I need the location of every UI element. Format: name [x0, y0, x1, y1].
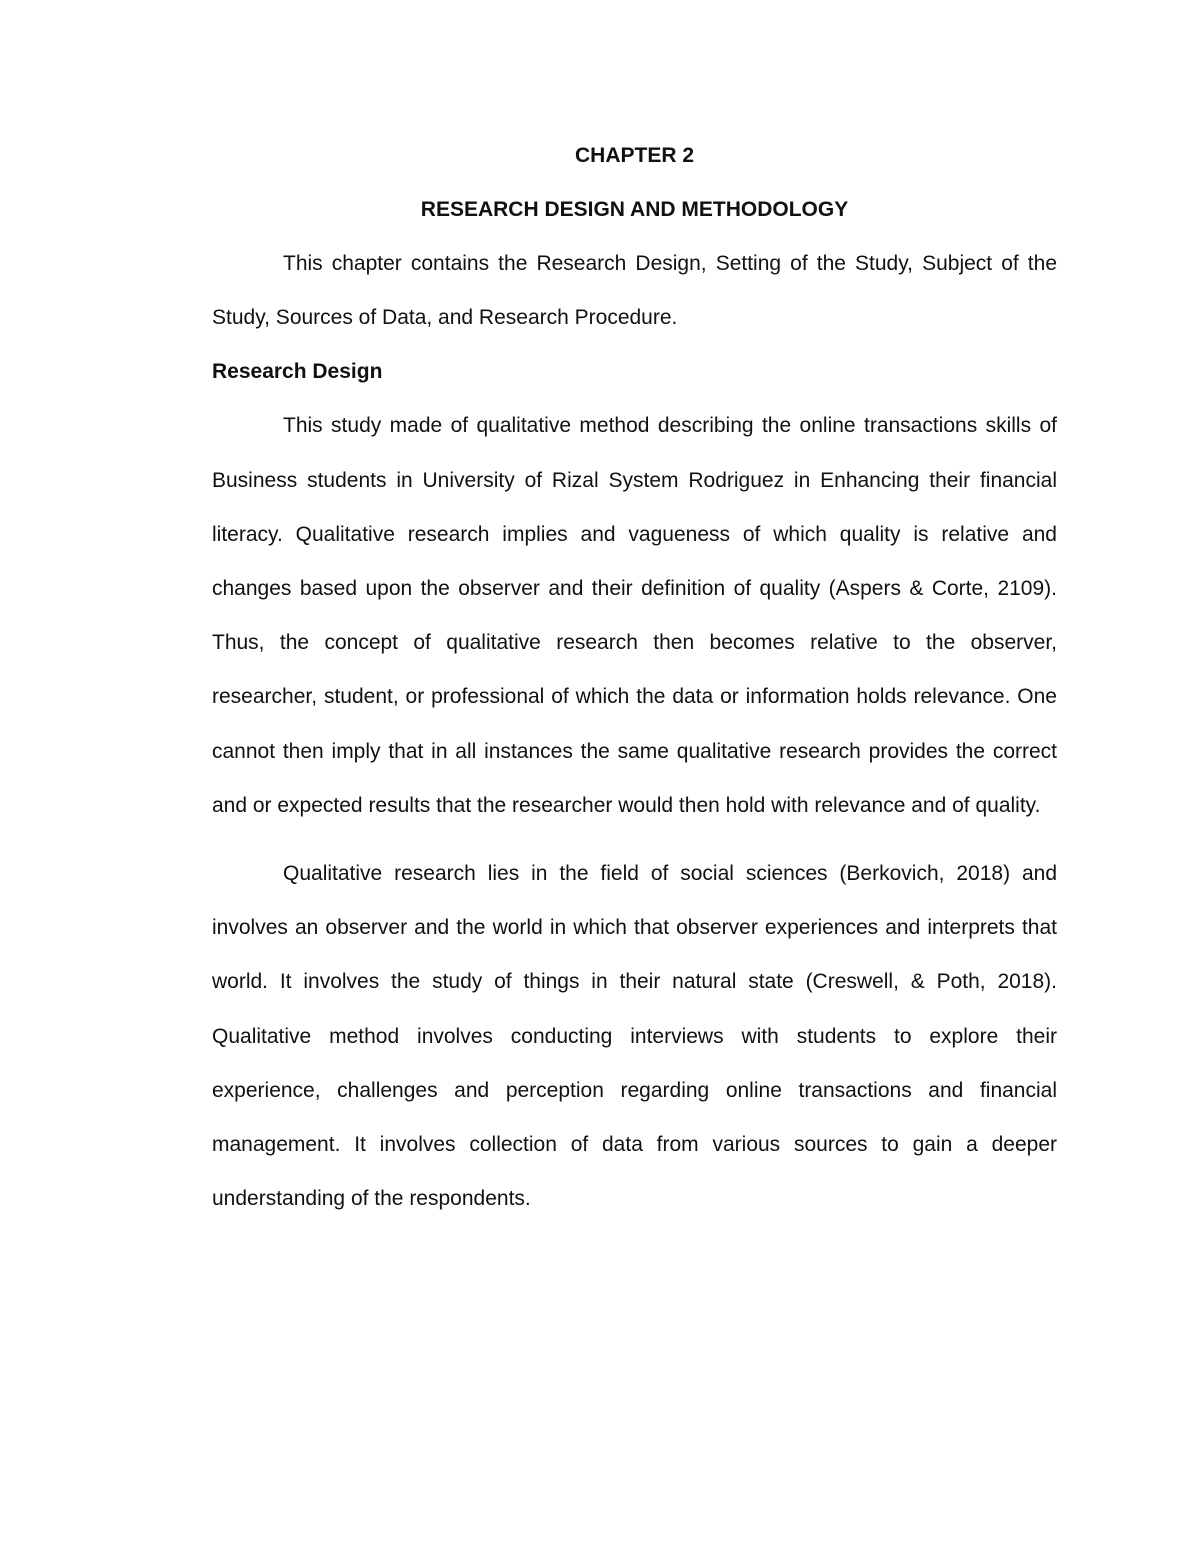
research-design-paragraph-2: Qualitative research lies in the field of social sciences (Berkovich, 2018) and involves an observer and the world in which that observer experiences and interprets that world. It involves the study of things in their natural state (Creswell, & Poth, 2018). Qualitative method involves conducting interviews with students to explore their experience, challenges and perception regarding online transactions and financial management. It involves collection of data from various sources to gain a deeper understanding of the respondents.: [212, 862, 1057, 1211]
chapter-title: RESEARCH DESIGN AND METHODOLOGY: [420, 198, 849, 221]
intro-paragraph: This chapter contains the Research Design, Setting of the Study, Subject of the Study, Sources of Data, and Research Procedure.: [212, 252, 1057, 330]
chapter-label: CHAPTER 2: [574, 144, 695, 167]
research-design-paragraph-1: This study made of qualitative method describing the online transactions skills of Business students in University of Rizal System Rodriguez in Enhancing their financial literacy. Qualitative research implies and vagueness of which quality is relative and changes based upon the observer and their definition of quality (Aspers & Corte, 2109). Thus, the concept of qualitative research then becomes relative to the observer, researcher, student, or professional of which the data or information holds relevance. One cannot then imply that in all instances the same qualitative research provides the correct and or expected results that the researcher would then hold with relevance and of quality.: [212, 414, 1057, 817]
document-content: [212, 138, 1057, 1226]
section-heading-research-design: Research Design: [212, 360, 383, 384]
